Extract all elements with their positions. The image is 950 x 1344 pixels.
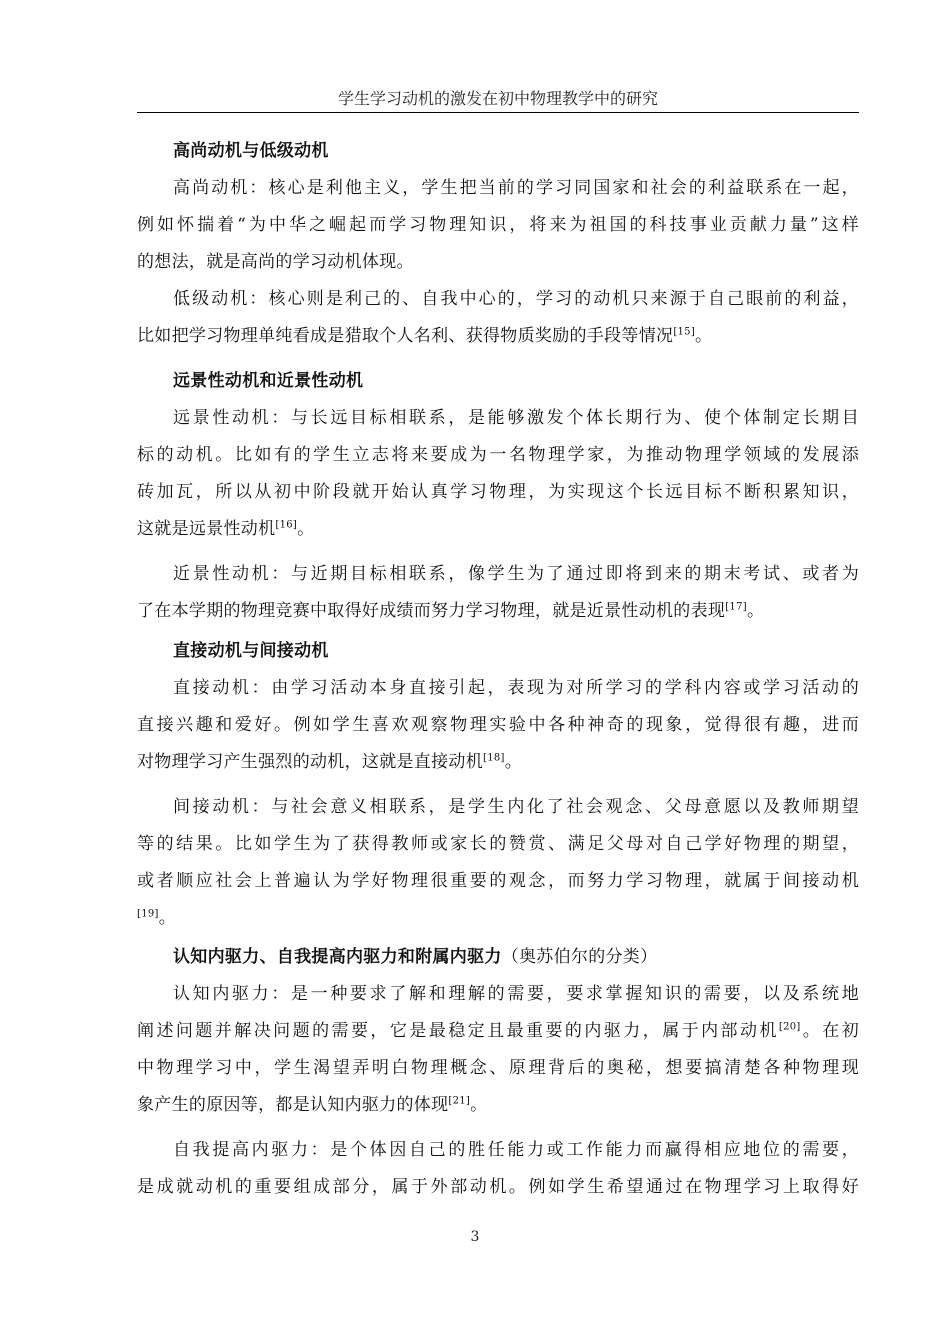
paragraph-line-with-citation [137,1020,859,1042]
punctuation: 。 [158,908,177,928]
section-heading: 高尚动机与低级动机 [173,141,329,161]
citation: [15] [673,326,696,338]
paragraph-line-with-citation [137,751,522,773]
section-heading: 认知内驱力、自我提高内驱力和附属内驱力 [173,947,502,967]
line-text: 。在初 [800,1021,859,1041]
punctuation: 。 [504,752,523,772]
paragraph-line: 低级动机：核心则是利己的、自我中心的，学习的动机只来源于自己眼前的利益， [173,289,859,309]
page-header [137,88,859,113]
citation: [16] [275,519,298,531]
paragraph-line-with-citation [137,907,176,929]
paragraph-line: 认知内驱力：是一种要求了解和理解的需要，要求掌握知识的需要，以及系统地 [173,984,859,1004]
section-heading-row [173,946,657,968]
paragraph-line: 砖加瓦，所以从初中阶段就开始认真学习物理，为实现这个长远目标不断积累知识， [137,482,859,502]
paragraph-line-with-citation [137,518,314,540]
citation: [18] [483,752,505,764]
paragraph-line: 直接兴趣和爱好。例如学生喜欢观察物理实验中各种神奇的现象，觉得很有趣，进而 [137,715,859,735]
line-text: 对物理学习产生强烈的动机，这就是直接动机 [137,752,483,772]
line-text: 比如把学习物理单纯看成是猎取个人名利、获得物质奖励的手段等情况 [137,326,674,346]
citation: [17] [725,601,747,613]
paragraph-line-with-citation [137,600,764,622]
paragraph-line: 间接动机：与社会意义相联系，是学生内化了社会观念、父母意愿以及教师期望 [173,797,859,817]
paragraph-line: 等的结果。比如学生为了获得教师或家长的赞赏、满足父母对自己学好物理的期望， [137,834,859,854]
paragraph-line: 高尚动机：核心是利他主义，学生把当前的学习同国家和社会的利益联系在一起， [173,178,859,198]
section-heading-note: （奥苏伯尔的分类） [501,947,658,967]
punctuation: 。 [695,326,713,346]
header-title: 学生学习动机的激发在初中物理教学中的研究 [337,89,658,108]
paragraph-line-with-citation [137,1094,487,1116]
section-heading: 直接动机与间接动机 [173,641,329,661]
paragraph-line: 远景性动机：与长远目标相联系，是能够激发个体长期行为、使个体制定长期目 [173,408,859,428]
page-number: 3 [470,1229,480,1245]
line-text: 了在本学期的物理竞赛中取得好成绩而努力学习物理，就是近景性动机的表现 [137,601,726,621]
punctuation: 。 [470,1095,488,1115]
section-heading: 远景性动机和近景性动机 [173,371,364,391]
punctuation: 。 [297,519,315,539]
paragraph-line-with-citation [137,325,712,347]
line-text: 这就是远景性动机 [137,519,276,539]
paragraph-line: 直接动机：由学习活动本身直接引起，表现为对所学习的学科内容或学习活动的 [173,678,859,698]
citation: [21] [448,1095,471,1107]
paragraph-line: 自我提高内驱力：是个体因自己的胜任能力或工作能力而赢得相应地位的需要， [173,1140,859,1160]
paragraph-line: 例如怀揣着“为中华之崛起而学习物理知识，将来为祖国的科技事业贡献力量”这样 [137,215,859,235]
paragraph-line: 是成就动机的重要组成部分，属于外部动机。例如学生希望通过在物理学习上取得好 [137,1177,859,1197]
paragraph-line: 近景性动机：与近期目标相联系，像学生为了通过即将到来的期末考试、或者为 [173,564,859,584]
line-text: 象产生的原因等，都是认知内驱力的体现 [137,1095,449,1115]
line-text: 阐述问题并解决问题的需要，它是最稳定且最重要的内驱力，属于内部动机 [137,1021,779,1041]
paragraph-line: 或者顺应社会上普遍认为学好物理很重要的观念，而努力学习物理，就属于间接动机 [137,871,859,891]
paragraph-line: 标的动机。比如有的学生立志将来要成为一名物理学家，为推动物理学领域的发展添 [137,445,859,465]
paragraph-line: 的想法，就是高尚的学习动机体现。 [137,252,414,272]
citation: [20] [778,1021,801,1033]
paragraph-line: 中物理学习中，学生渴望弄明白物理概念、原理背后的奥秘，想要搞清楚各种物理现 [137,1058,859,1078]
punctuation: 。 [746,601,765,621]
citation: [19] [137,908,159,920]
